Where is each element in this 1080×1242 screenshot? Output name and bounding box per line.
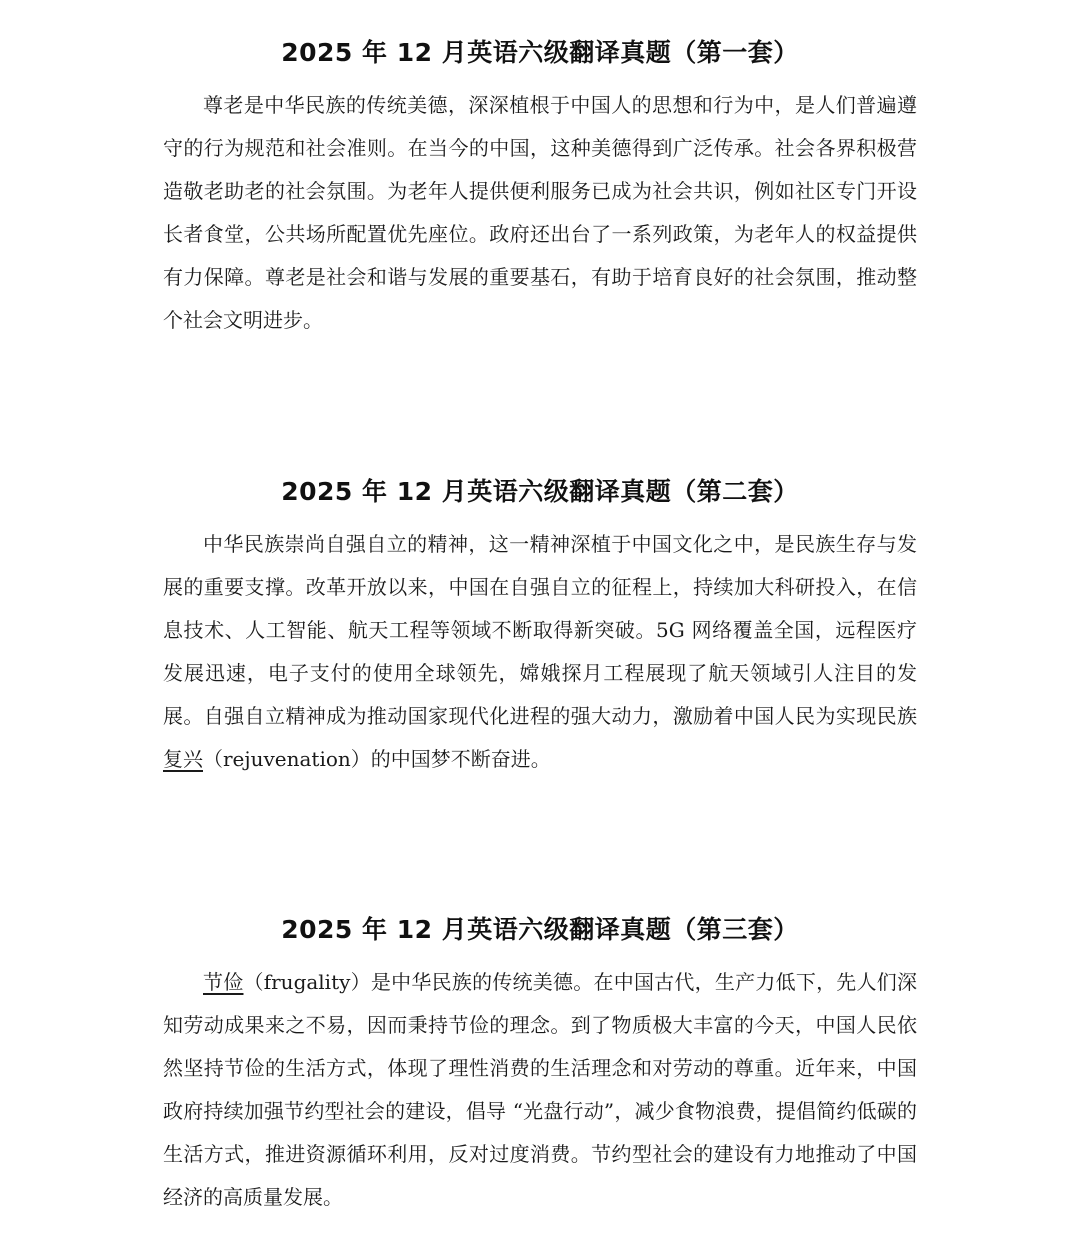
section-2-title: 2025 年 12 月英语六级翻译真题（第二套） [281, 477, 799, 506]
section-3-text-after: （frugality）是中华民族的传统美德。在中国古代，生产力低下，先人们深知劳动成果来之不易，因而秉持节俭的理念。到了物质极大丰富的今天，中国人民依然坚持节俭的生活方式，体现了理性消费的生活理念和对劳动的尊重。近年来，中国政府持续加强节约型社会的建设，倡导 “光盘行动”，减少食物浪费，提倡简约低碳的生活方式，推进资源循环利用，反对过度消费。节约型社会的建设有力地推动了中国经济的高质量发展。 [163, 970, 918, 1209]
section-3-paragraph [163, 961, 917, 1219]
section-1 [0, 36, 1080, 342]
section-1-paragraph: 尊老是中华民族的传统美德，深深植根于中国人的思想和行为中，是人们普遍遵守的行为规范和社会准则。在当今的中国，这种美德得到广泛传承。社会各界积极营造敬老助老的社会氛围。为老年人提供便利服务已成为社会共识，例如社区专门开设长者食堂，公共场所配置优先座位。政府还出台了一系列政策，为老年人的权益提供有力保障。尊老是社会和谐与发展的重要基石，有助于培育良好的社会氛围，推动整个社会文明进步。 [163, 93, 917, 332]
section-2-paragraph [163, 523, 917, 781]
section-3 [0, 913, 1080, 1219]
section-2-text-before: 中华民族崇尚自强自立的精神，这一精神深植于中国文化之中，是民族生存与发展的重要支撑。改革开放以来，中国在自强自立的征程上，持续加大科研投入，在信息技术、人工智能、航天工程等领域不断取得新突破。5G 网络覆盖全国，远程医疗发展迅速，电子支付的使用全球领先，嫦娥探月工程展现了航天领域引人注目的发展。自强自立精神成为推动国家现代化进程的强大动力，激励着中国人民为实现民族 [163, 532, 917, 728]
section-1-title: 2025 年 12 月英语六级翻译真题（第一套） [281, 38, 799, 67]
section-3-title: 2025 年 12 月英语六级翻译真题（第三套） [281, 915, 799, 944]
section-2-underlined-term: 复兴 [163, 747, 203, 771]
section-2-text-after: （rejuvenation）的中国梦不断奋进。 [203, 747, 551, 771]
section-2 [0, 475, 1080, 781]
section-3-underlined-term: 节俭 [203, 970, 244, 994]
